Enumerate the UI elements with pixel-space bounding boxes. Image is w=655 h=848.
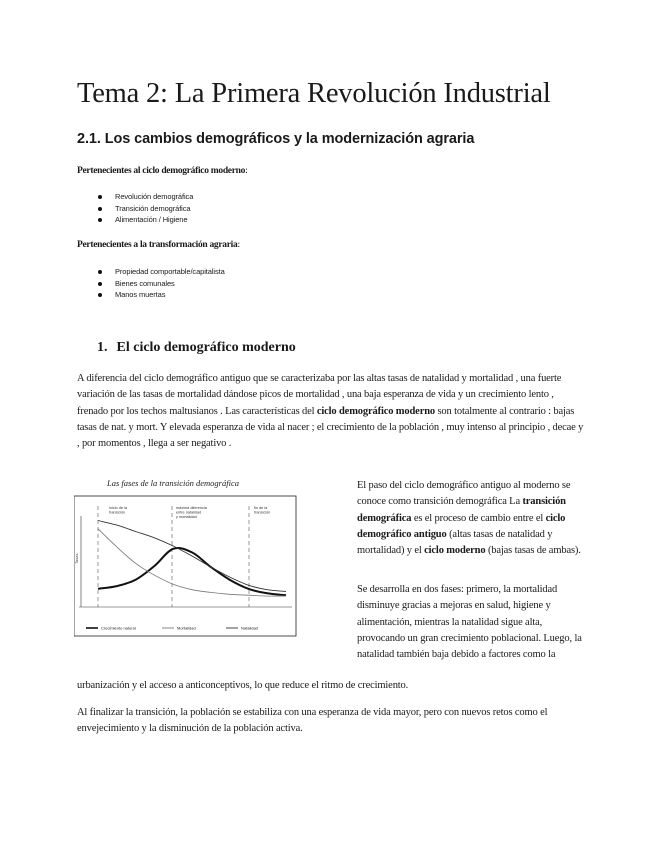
paragraph-text: El paso del ciclo demográfico antiguo al moderno se conoce como transición demográfica La [357, 480, 571, 508]
chart-title: Las fases de la transición demográfica [107, 478, 239, 488]
phase-label-line: inicio de la [109, 506, 127, 510]
paragraph-bold-text: ciclo demográfico moderno [316, 405, 435, 417]
list-item-text: Manos muertas [115, 290, 166, 299]
group-label-agrarian [77, 240, 240, 250]
paragraph-text: (altas tasas de natalidad y mortalidad) y el [357, 528, 553, 557]
phase-label-line: transición [109, 510, 126, 515]
list-item-text: Bienes comunales [115, 278, 175, 288]
paragraph-text: es el proceso de cambio entre el [411, 512, 546, 524]
paragraph-bold-text: ciclo demográfico antiguo [357, 512, 566, 540]
paragraph-intro [77, 371, 585, 452]
list-item [77, 289, 225, 301]
list-item [77, 214, 193, 226]
list-item [77, 266, 225, 278]
paragraph-transition [357, 478, 585, 559]
group-label-text: Pertenecientes al ciclo demográfico moderno [77, 166, 246, 176]
paragraph-conclusion: Al finalizar la transición, la población se estabiliza con una esperanza de vida mayor, pero con nuevos retos como el envejecimiento y la disminución de la población activa. [77, 707, 548, 735]
list-item-text: Propiedad comportable/capitalista [115, 267, 225, 276]
list-item-text: Alimentación / Higiene [115, 215, 188, 224]
bullet-icon [98, 207, 102, 211]
group-label-text: Pertenecientes a la transformación agraria [77, 240, 238, 250]
transition-figure [74, 476, 314, 640]
paragraph-text: A diferencia del ciclo demográfico antiguo que se caracterizaba por las altas tasas de natalidad y mortalidad , una fuerte variación de las tasas de mortalidad dándose picos de mortalidad , una baja esperanza de vida y un crecimiento lento , frenado por los techos maltusianos . Las características del [77, 373, 562, 417]
section-number: 1. [97, 340, 108, 355]
list-item-text: Transición demográfica [115, 203, 191, 213]
paragraph-text: son totalmente al contrario : bajas tasas de nat. y mort. Y elevada esperanza de vida al nacer ; el crecimiento de la población , muy intenso al principio , decae y , por momentos , llega a ser negativo . [77, 405, 584, 450]
list-item [77, 191, 193, 203]
paragraph-text: (bajas tasas de ambas). [485, 545, 581, 557]
group-label-colon: : [245, 166, 248, 176]
bullet-icon [98, 218, 102, 222]
bullet-icon [98, 195, 102, 199]
paragraph-phases: Se desarrolla en dos fases: primero, la mortalidad disminuye gracias a mejoras en salud, higiene y alimentación, mientras la natalidad sigue alta, provocando un gran crecimiento poblacional. Luego, la natalidad también baja debido a factores como la [357, 584, 582, 661]
transition-chart [74, 476, 314, 640]
paragraph-bold-text: transición demográfica [357, 496, 566, 524]
section-subtitle: 2.1. Los cambios demográficos y la modernización agraria [77, 131, 475, 147]
phase-label-line: fin de la [254, 506, 268, 510]
demographic-list [77, 191, 193, 226]
paragraph-bold-text: ciclo moderno [424, 545, 486, 557]
legend-label: Mortalidad [177, 625, 196, 631]
list-item-text: Revolución demográfica [115, 192, 194, 201]
section-heading [97, 340, 296, 356]
chart-y-label: Tasas [74, 553, 79, 564]
phase-label-line: y mortalidad [176, 515, 197, 519]
paragraph-phases-continued: urbanización y el acceso a anticonceptivos, lo que reduce el ritmo de crecimiento. [77, 680, 409, 691]
section-heading-text: El ciclo demográfico moderno [116, 340, 296, 355]
bullet-icon [98, 293, 102, 297]
phase-label-line: máxima diferencia [176, 506, 207, 510]
phase-label [109, 506, 128, 515]
group-label-colon: : [237, 240, 240, 250]
list-item [77, 203, 193, 215]
bullet-icon [98, 270, 102, 274]
phase-label-line: transición [254, 510, 271, 515]
group-label-demographic [77, 166, 247, 176]
document-title: Tema 2: La Primera Revolución Industrial [77, 78, 551, 109]
bullet-icon [98, 282, 102, 286]
phase-label-line: entre natalidad [176, 510, 202, 515]
legend-label: Natalidad [241, 625, 258, 631]
legend-label: Crecimiento natural [101, 625, 136, 631]
agrarian-list [77, 266, 225, 301]
list-item [77, 278, 225, 290]
